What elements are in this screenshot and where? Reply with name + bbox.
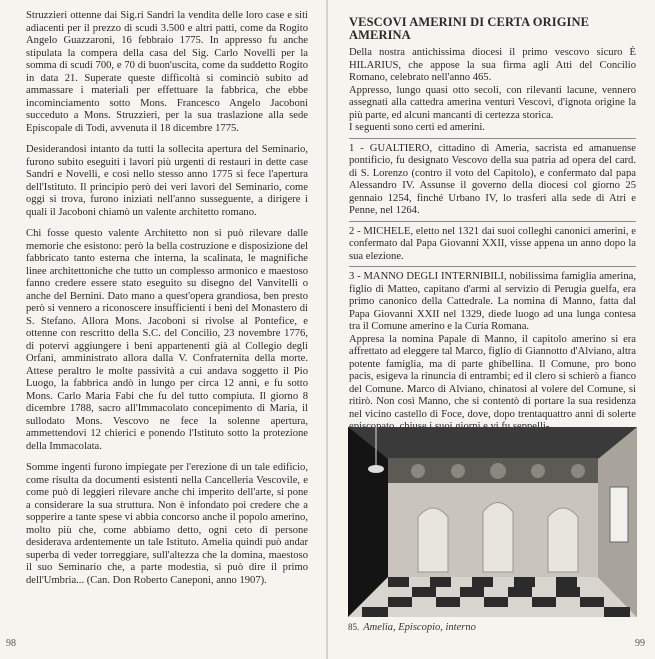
left-page-number: 98 xyxy=(6,638,16,649)
right-paragraph-3: I seguenti sono certi ed amerini. xyxy=(349,122,485,133)
separator-line xyxy=(349,138,636,139)
right-text-column xyxy=(349,16,636,434)
section-heading: VESCOVI AMERINI DI CERTA ORIGINE AMERINA xyxy=(349,15,590,42)
right-paragraph-1: Della nostra antichissima diocesi il primo vescovo sicuro È HILARIUS, che appose la sua firma agli Atti del Concilio Romano, celebrato nell'anno 465. xyxy=(349,47,636,83)
separator-line xyxy=(349,221,636,222)
right-page xyxy=(328,0,655,659)
right-paragraph-2: Appresso, lungo quasi otto secoli, con rilevanti lacune, vennero assegnati alla cattedra amerina venturi Vescovi, d'ignota origine la più parte, ed alcuni mancanti di certezza storica. xyxy=(349,84,636,121)
left-paragraph-1: Struzzieri ottenne dai Sig.ri Sandri la vendita delle loro case e siti adiacenti per il prezzo di scudi 3.500 e altri patti, come da Rogito Angelo Guazzaroni, 16 febbraio 1775. In appresso fu anche stipulata la compera della casa del Sig. Carlo Novelli per la somma di scudi 700, e 70 di buon'uscita, come da suddetto Rogito in data 21. Superate queste difficoltà si cominciò subito ad ammassare i materiali per effettuare la fabbrica, che ebbe incominciamento sotto Mons. Francesco Angelo Jacoboni succeduto a Mons. Struzzieri, per la sua traslazione alla sede Episcopale di Todi, avvenuta il 18 dicembre 1775. xyxy=(26,10,308,134)
separator-line xyxy=(349,266,636,267)
left-paragraph-2: Desiderandosi intanto da tutti la sollecita apertura del Seminario, furono subito eseguiti i lavori più urgenti di restauri in dette case Sandri e Novelli, e così nello stesso anno 1775 si fece l'apertura dell'Istituto. Il principio però dei veri lavori del Seminario, come oggi si trova, furono iniziati nell'anno susseguente, a dirigere i quali il Jacoboni chiamò un valente architetto romano. xyxy=(26,144,308,218)
bishop-entry-3-continued: Appresa la nomina Papale di Manno, il capitolo amerino si era affrettato ad eleggere tal Marco, figlio di Giannotto d'Alviano, altra potente famiglia, ma di parte ghibellina. Il Comune, pro bono pacis, esigeva la rinuncia di entrambi; ed il clero si schierò a fianco del Comune. Marco di Alviano, chinatosi al volere del Comune, si ritirò. Non così Manno, che si contentò di portare la sua residenza nel vicino castello di Foce, dove, dopo trentaquattro anni di solerte xyxy=(349,333,636,420)
left-paragraph-3: Chi fosse questo valente Architetto non si può rilevare dalle memorie che esistono: però la bella costruzione e disposizione del fabbricato tanto esterna che interna, la scalinata, le magnifiche linee architettoniche che tutto un complesso armonico e maestoso fanno credere essere stato eseguito su disegno del Vanvitelli o anche del Bernini. Dato mano a quest'opera grandiosa, ben presto però si vennero a riconoscere insufficienti i beni del Monastero di S. Stefano. Allora Mons. Jacoboni si rivolse al Pontefice, e ottenne con rescritto della S.C. del Concilio, 23 novembre 1776, di potervi aggiungere i beni appartenenti già al Collegio degli Orfani, amministrato allora dalla V. Confraternita della morte. Attese peraltro le molte passività a cui andava soggetto il Pio Luogo, la fabbrica andò in lungo per circa 12 anni, e fu sotto Mons. Carlo Maria Fabi che fu del tutto compiuta. Il giorno 8 dicembre 1788, sacro all'Immacolato concepimento di Maria, il sullodato Mons. Vescovo ne fece la solenne apertura, ammettendovi 12 chierici e ponendo l'Istituto sotto la protezione della Immacolata. xyxy=(26,228,308,452)
photo-illustration xyxy=(348,427,637,617)
bishop-entry-2: 2 - MICHELE, eletto nel 1321 dai suoi colleghi canonici amerini, e confermato dal Papa Giovanni XXII, visse appena un anno dopo la sua elezione. xyxy=(349,225,636,262)
episcopio-interior-photo xyxy=(348,427,637,617)
photo-caption xyxy=(348,622,476,633)
left-text-column xyxy=(26,10,308,587)
caption-text: Amelia, Episcopio, interno xyxy=(363,622,476,633)
right-page-number: 99 xyxy=(635,638,645,649)
bishop-entry-3: 3 - MANNO DEGLI INTERNIBILI, nobilissima famiglia amerina, figlio di Matteo, capitano d'armi al servizio di Perugia guelfa, era primo canonico della Cattedrale. La nomina di Manno, fatta dal Papa Giovanni XXII nel 1329, diede luogo ad una lunga contesa tra il Comune amerino e la Curia Romana. xyxy=(349,271,636,332)
left-page xyxy=(0,0,327,659)
left-paragraph-4: Somme ingenti furono impiegate per l'erezione di un tale edificio, come risulta da documenti esistenti nella Cancelleria Vescovile, e come può di leggieri rilevare anche chi imperito dell'arte, si pone a considerare la sua struttura. Non è infondato poi credere che a sopperire a tante spese vi abbia concorso anche il popolo amerino, molto più che, come abbiamo detto, ogni ceto di persone desiderava ardentemente un tale Istituto. Amelia quindi può andar superba di veder torreggiare, sull'altezza che la domina, maestoso il suo Seminario che, a parte modestia, si può dire il primo dell'Umbria... (Can. Don Roberto Caneponi, anno 1907). xyxy=(26,462,308,586)
caption-number: 85. xyxy=(348,622,360,632)
bishop-entry-1: 1 - GUALTIERO, cittadino di Ameria, sacrista ed amanuense pontificio, fu designato Vescovo della sua patria ad opera del card. di S. Lorenzo (contro il voto del Capitolo), e confermato dal papa Alessandro IV. Assunse il governo della diocesi col giorno 25 gennaio 1254, finché Urbano IV, lo trasferì alla sede di Atri e Penne, nel 1264. xyxy=(349,142,636,216)
